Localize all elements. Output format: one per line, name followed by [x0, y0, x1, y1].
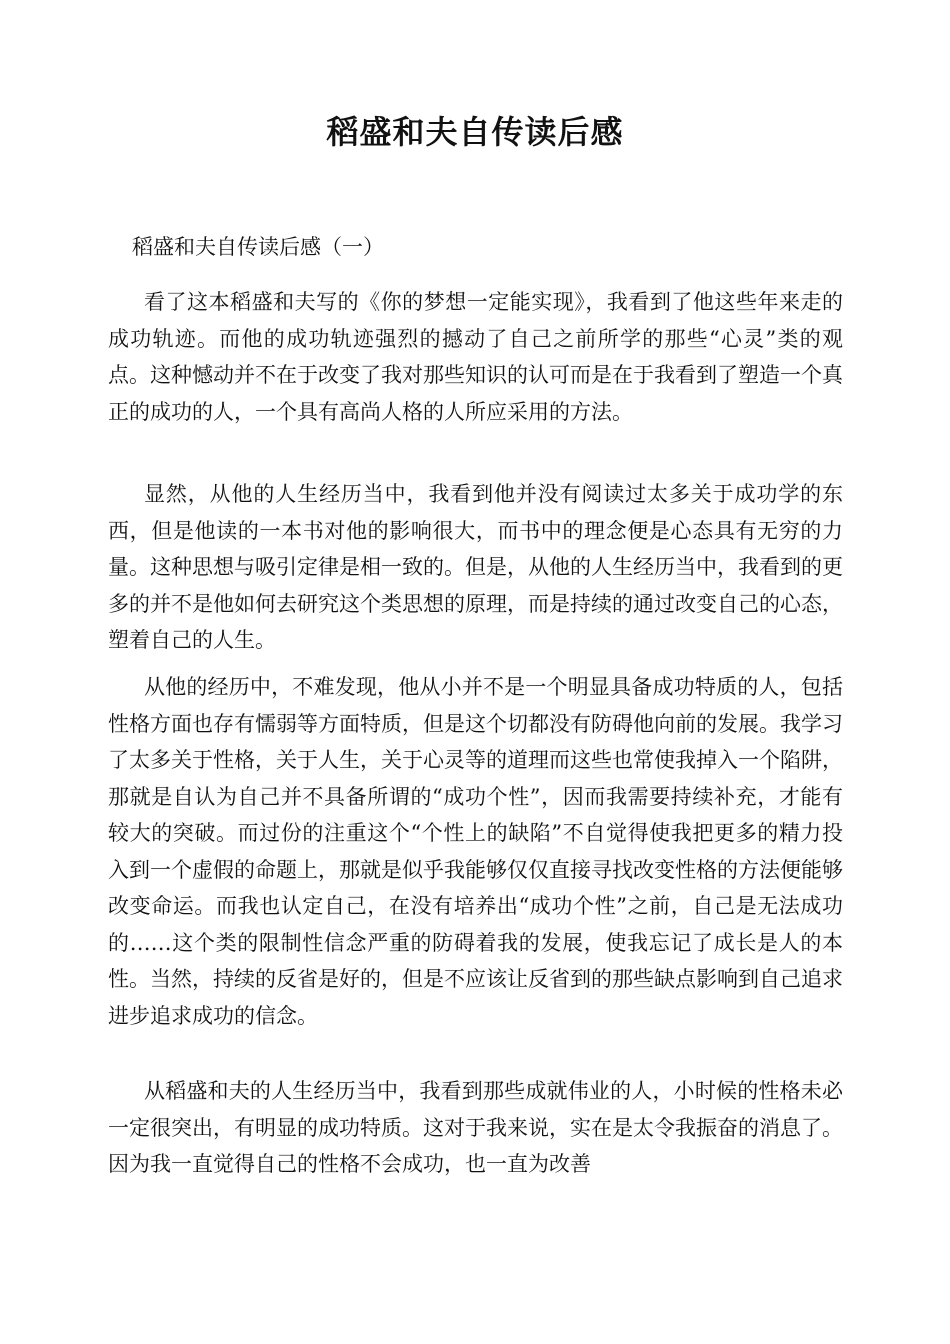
document-title: 稻盛和夫自传读后感: [326, 113, 624, 151]
paragraph-4: 从稻盛和夫的人生经历当中，我看到那些成就伟业的人，小时候的性格未必一定很突出，有明显的成功特质。这对于我来说，实在是太令我振奋的消息了。因为我一直觉得自己的性格不会成功，也一直为改善: [108, 1079, 843, 1176]
paragraph-2: 显然，从他的人生经历当中，我看到他并没有阅读过太多关于成功学的东西，但是他读的一本书对他的影响很大，而书中的理念便是心态具有无穷的力量。这种思想与吸引定律是相一致的。但是，从他的人生经历当中，我看到的更多的并不是他如何去研究这个类思想的原理，而是持续的通过改变自己的心态，塑着自己的人生。: [108, 482, 843, 652]
section-heading: 稻盛和夫自传读后感（一）: [132, 235, 384, 259]
paragraph-1: 看了这本稻盛和夫写的《你的梦想一定能实现》，我看到了他这些年来走的成功轨迹。而他的成功轨迹强烈的撼动了自己之前所学的那些“心灵”类的观点。这种憾动并不在于改变了我对那些知识的认可而是在于我看到了塑造一个真正的成功的人，一个具有高尚人格的人所应采用的方法。: [108, 290, 843, 424]
paragraph-3: 从他的经历中，不难发现，他从小并不是一个明显具备成功特质的人，包括性格方面也存有懦弱等方面特质，但是这个切都没有防碍他向前的发展。我学习了太多关于性格，关于人生，关于心灵等的道理而这些也常使我掉入一个陷阱，那就是自认为自己并不具备所谓的“成功个性”，因而我需要持续补充，才能有较大的突破。而过份的注重这个“个性上的缺陷”不自觉得使我把更多的精力投入到一个虚假的命题上，那就是似乎我能够仅仅直接寻找改变性格的方法便能够改变命运。而我也认定自己，在没有培养出“成功个性”之前，自己是无法成功的……这个类的限制性信念严重的防碍着我的发展，使我忘记了成长是人的本性。当然，持续的反省是好的，但是不应该让反省到的那些缺点影响到自己追求进步追求成功的信念。: [108, 675, 843, 1028]
